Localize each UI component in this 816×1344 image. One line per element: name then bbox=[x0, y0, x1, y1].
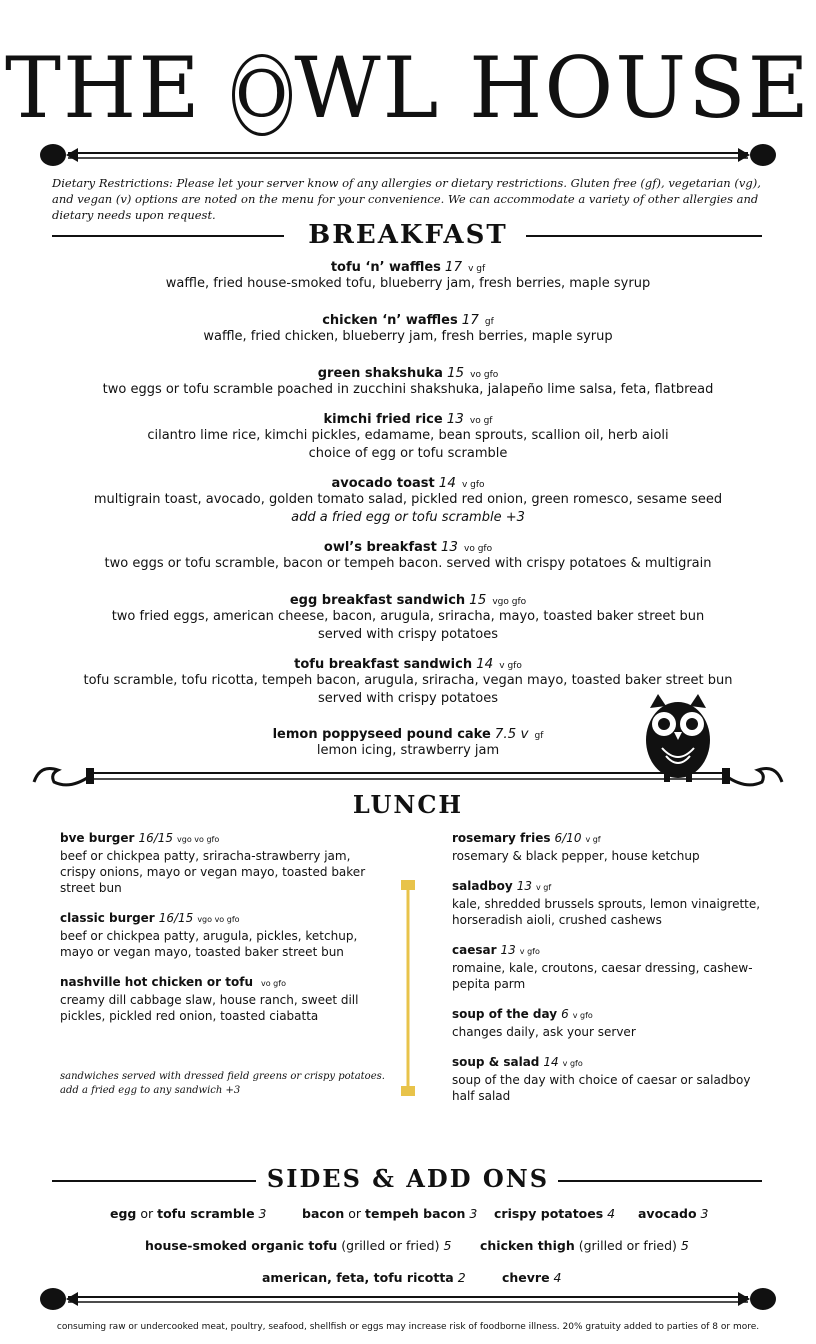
breakfast-item: owl’s breakfast 13 vo gfo two eggs or tofu scramble, bacon or tempeh bacon. served with crispy potatoes & multigrain bbox=[104, 539, 712, 571]
lunch-item: soup & salad 14 v gfo soup of the day with choice of caesar or saladboy half salad bbox=[452, 1055, 751, 1103]
side-item: chicken thigh (grilled or fried) 5 bbox=[480, 1238, 689, 1253]
side-item: crispy potatoes 4 bbox=[494, 1206, 616, 1221]
ornamental-divider-top bbox=[38, 140, 778, 170]
lunch-item: saladboy 13 v gf kale, shredded brussels sprouts, lemon vinaigrette, horseradish aioli, crushed cashews bbox=[452, 879, 761, 927]
sides-rule-left bbox=[52, 1180, 256, 1182]
lunch-item: soup of the day 6 v gfo changes daily, ask your server bbox=[452, 1007, 636, 1039]
lunch-item: bve burger 16/15 vgo vo gfo beef or chickpea patty, sriracha-strawberry jam, crispy onions, mayo or vegan mayo, toasted baker street bun bbox=[60, 831, 366, 895]
breakfast-rule-right bbox=[526, 235, 762, 237]
title-o-letter: O bbox=[232, 54, 292, 136]
breakfast-item: lemon poppyseed pound cake 7.5 v gf lemon icing, strawberry jam bbox=[272, 726, 544, 758]
breakfast-item: green shakshuka 15 vo gfo two eggs or tofu scramble poached in zucchini shakshuka, jalapeño lime salsa, feta, flatbread bbox=[102, 365, 714, 397]
ornamental-divider-bottom bbox=[38, 1284, 778, 1314]
breakfast-item: avocado toast 14 v gfo multigrain toast, avocado, golden tomato salad, pickled red onion, green romesco, sesame seed add a fried egg or tofu scramble +3 bbox=[93, 475, 723, 525]
lunch-item: caesar 13 v gfo romaine, kale, croutons, caesar dressing, cashew-pepita parm bbox=[452, 943, 753, 991]
lunch-item: nashville hot chicken or tofu vo gfo creamy dill cabbage slaw, house ranch, sweet dill pickles, pickled red onion, toasted ciabatta bbox=[60, 975, 359, 1023]
title-rest: WL HOUSE bbox=[294, 39, 811, 137]
side-item: house-smoked organic tofu (grilled or fried) 5 bbox=[145, 1238, 452, 1253]
side-item: bacon or tempeh bacon 3 bbox=[302, 1206, 478, 1221]
lunch-item: classic burger 16/15 vgo vo gfo beef or chickpea patty, arugula, pickles, ketchup, mayo or vegan mayo, toasted baker street bun bbox=[60, 911, 358, 959]
breakfast-rule-left bbox=[52, 235, 284, 237]
breakfast-item: kimchi fried rice 13 vo gf cilantro lime rice, kimchi pickles, edamame, bean sprouts, scallion oil, herb aioli choice of egg or tofu scramble bbox=[147, 411, 669, 461]
lunch-item: rosemary fries 6/10 v gf rosemary & black pepper, house ketchup bbox=[452, 831, 700, 863]
gold-vertical-divider bbox=[398, 878, 418, 1098]
dietary-note: Dietary Restrictions: Please let your server know of any allergies or dietary restrictions. Gluten free (gf), vegetarian (vg), and vegan (v) options are noted on the menu for your convenience. We can accommodate a variety of other allergies and dietary needs upon request. bbox=[52, 176, 761, 222]
sandwich-note: sandwiches served with dressed field greens or crispy potatoes. add a fried egg to any sandwich +3 bbox=[60, 1071, 385, 1096]
breakfast-item: tofu ‘n’ waffles 17 v gf waffle, fried house-smoked tofu, blueberry jam, fresh berries, maple syrup bbox=[165, 259, 651, 291]
side-item: chevre 4 bbox=[502, 1270, 562, 1285]
side-item: egg or tofu scramble 3 bbox=[110, 1206, 267, 1221]
side-item: american, feta, tofu ricotta 2 bbox=[262, 1270, 466, 1285]
sides-heading: SIDES & ADD ONS bbox=[266, 1164, 550, 1193]
title-prefix: THE bbox=[5, 39, 231, 137]
lunch-heading: LUNCH bbox=[352, 790, 464, 819]
breakfast-item: egg breakfast sandwich 15 vgo gfo two fried eggs, american cheese, bacon, arugula, sriracha, mayo, toasted baker street bun served with crispy potatoes bbox=[111, 592, 705, 642]
breakfast-item: tofu breakfast sandwich 14 v gfo tofu scramble, tofu ricotta, tempeh bacon, arugula, sriracha, vegan mayo, toasted baker street bun served with crispy potatoes bbox=[83, 656, 733, 706]
footer-disclaimer: consuming raw or undercooked meat, poultry, seafood, shellfish or eggs may increase risk of foodborne illness. 20% gratuity added to parties of 8 or more. bbox=[56, 1322, 760, 1332]
side-item: avocado 3 bbox=[638, 1206, 709, 1221]
sides-rule-right bbox=[558, 1180, 762, 1182]
page-title bbox=[0, 38, 816, 138]
breakfast-heading: BREAKFAST bbox=[308, 220, 508, 250]
breakfast-item: chicken ‘n’ waffles 17 gf waffle, fried chicken, blueberry jam, fresh berries, maple syrup bbox=[203, 312, 613, 344]
